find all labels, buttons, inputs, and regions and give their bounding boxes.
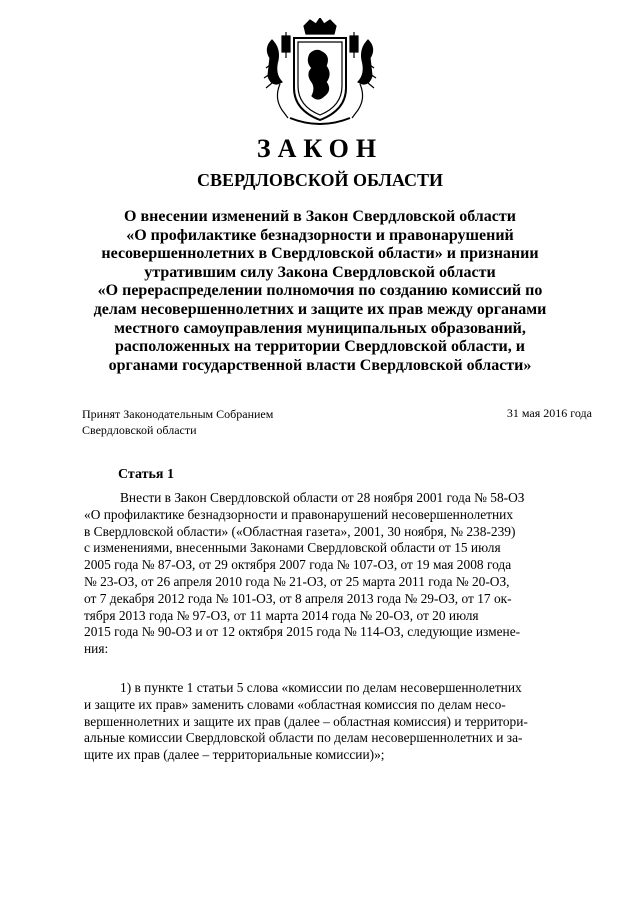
subject-line: несовершеннолетних в Свердловской области» и признании xyxy=(101,245,539,263)
subject-line: «О профилактике безнадзорности и правонарушений xyxy=(126,226,514,244)
subject-line: органами государственной власти Свердловской области» xyxy=(108,356,532,374)
region-title: СВЕРДЛОВСКОЙ ОБЛАСТИ xyxy=(197,170,443,190)
paragraph-line: альные комиссии Свердловской области по делам несовершеннолетних и за- xyxy=(84,730,523,746)
subject-line: утратившим силу Закона Свердловской области xyxy=(144,263,496,281)
paragraph-line: и защите их прав» заменить словами «областная комиссия по делам несо- xyxy=(84,696,506,712)
coat-of-arms-emblem xyxy=(260,18,380,130)
paragraph-line: 2015 года № 90-ОЗ и от 12 октября 2015 года № 114-ОЗ, следующие измене- xyxy=(84,624,521,640)
paragraph-line: «О профилактике безнадзорности и правонарушений несовершеннолетних xyxy=(84,506,514,522)
subject-line: О внесении изменений в Закон Свердловской области xyxy=(124,208,516,225)
paragraph-line: в Свердловской области» («Областная газета», 2001, 30 ноября, № 238-239) xyxy=(84,523,516,539)
paragraph-line: Внести в Закон Свердловской области от 28 ноября 2001 года № 58-ОЗ xyxy=(120,490,525,505)
article-paragraph-1 xyxy=(84,490,594,658)
adoption-note xyxy=(82,406,273,438)
paragraph-line: с изменениями, внесенными Законами Свердловской области от 15 июля xyxy=(84,540,501,556)
law-subject xyxy=(70,208,570,375)
subject-line: местного самоуправления муниципальных образований, xyxy=(114,319,526,337)
article-paragraph-2 xyxy=(84,680,594,764)
law-title: ЗАКОН xyxy=(256,134,384,163)
subject-line: делам несовершеннолетних и защите их прав между органами xyxy=(93,300,547,318)
paragraph-line: 2005 года № 87-ОЗ, от 29 октября 2007 года № 107-ОЗ, от 19 мая 2008 года xyxy=(84,557,512,573)
paragraph-line: щите их прав (далее – территориальные комиссии)»; xyxy=(84,747,385,763)
subject-line: «О перераспределении полномочия по созданию комиссий по xyxy=(97,282,543,300)
paragraph-line: ния: xyxy=(84,641,109,657)
paragraph-line: вершеннолетних и защите их прав (далее – областная комиссия) и территори- xyxy=(84,713,528,729)
paragraph-line: 1) в пункте 1 статьи 5 слова «комиссии по делам несовершеннолетних xyxy=(120,680,522,695)
adoption-date: 31 мая 2016 года xyxy=(506,406,592,420)
paragraph-line: тября 2013 года № 97-ОЗ, от 11 марта 2014 года № 20-ОЗ, от 20 июля xyxy=(84,607,479,623)
adoption-line: Свердловской области xyxy=(82,423,197,437)
subject-line: расположенных на территории Свердловской области, и xyxy=(115,338,525,356)
paragraph-line: от 7 декабря 2012 года № 101-ОЗ, от 8 апреля 2013 года № 29-ОЗ, от 17 ок- xyxy=(84,590,512,606)
article-heading: Статья 1 xyxy=(118,467,174,482)
adoption-line: Принят Законодательным Собранием xyxy=(82,407,274,421)
paragraph-line: № 23-ОЗ, от 26 апреля 2010 года № 21-ОЗ, от 25 марта 2011 года № 20-ОЗ, xyxy=(84,573,510,589)
